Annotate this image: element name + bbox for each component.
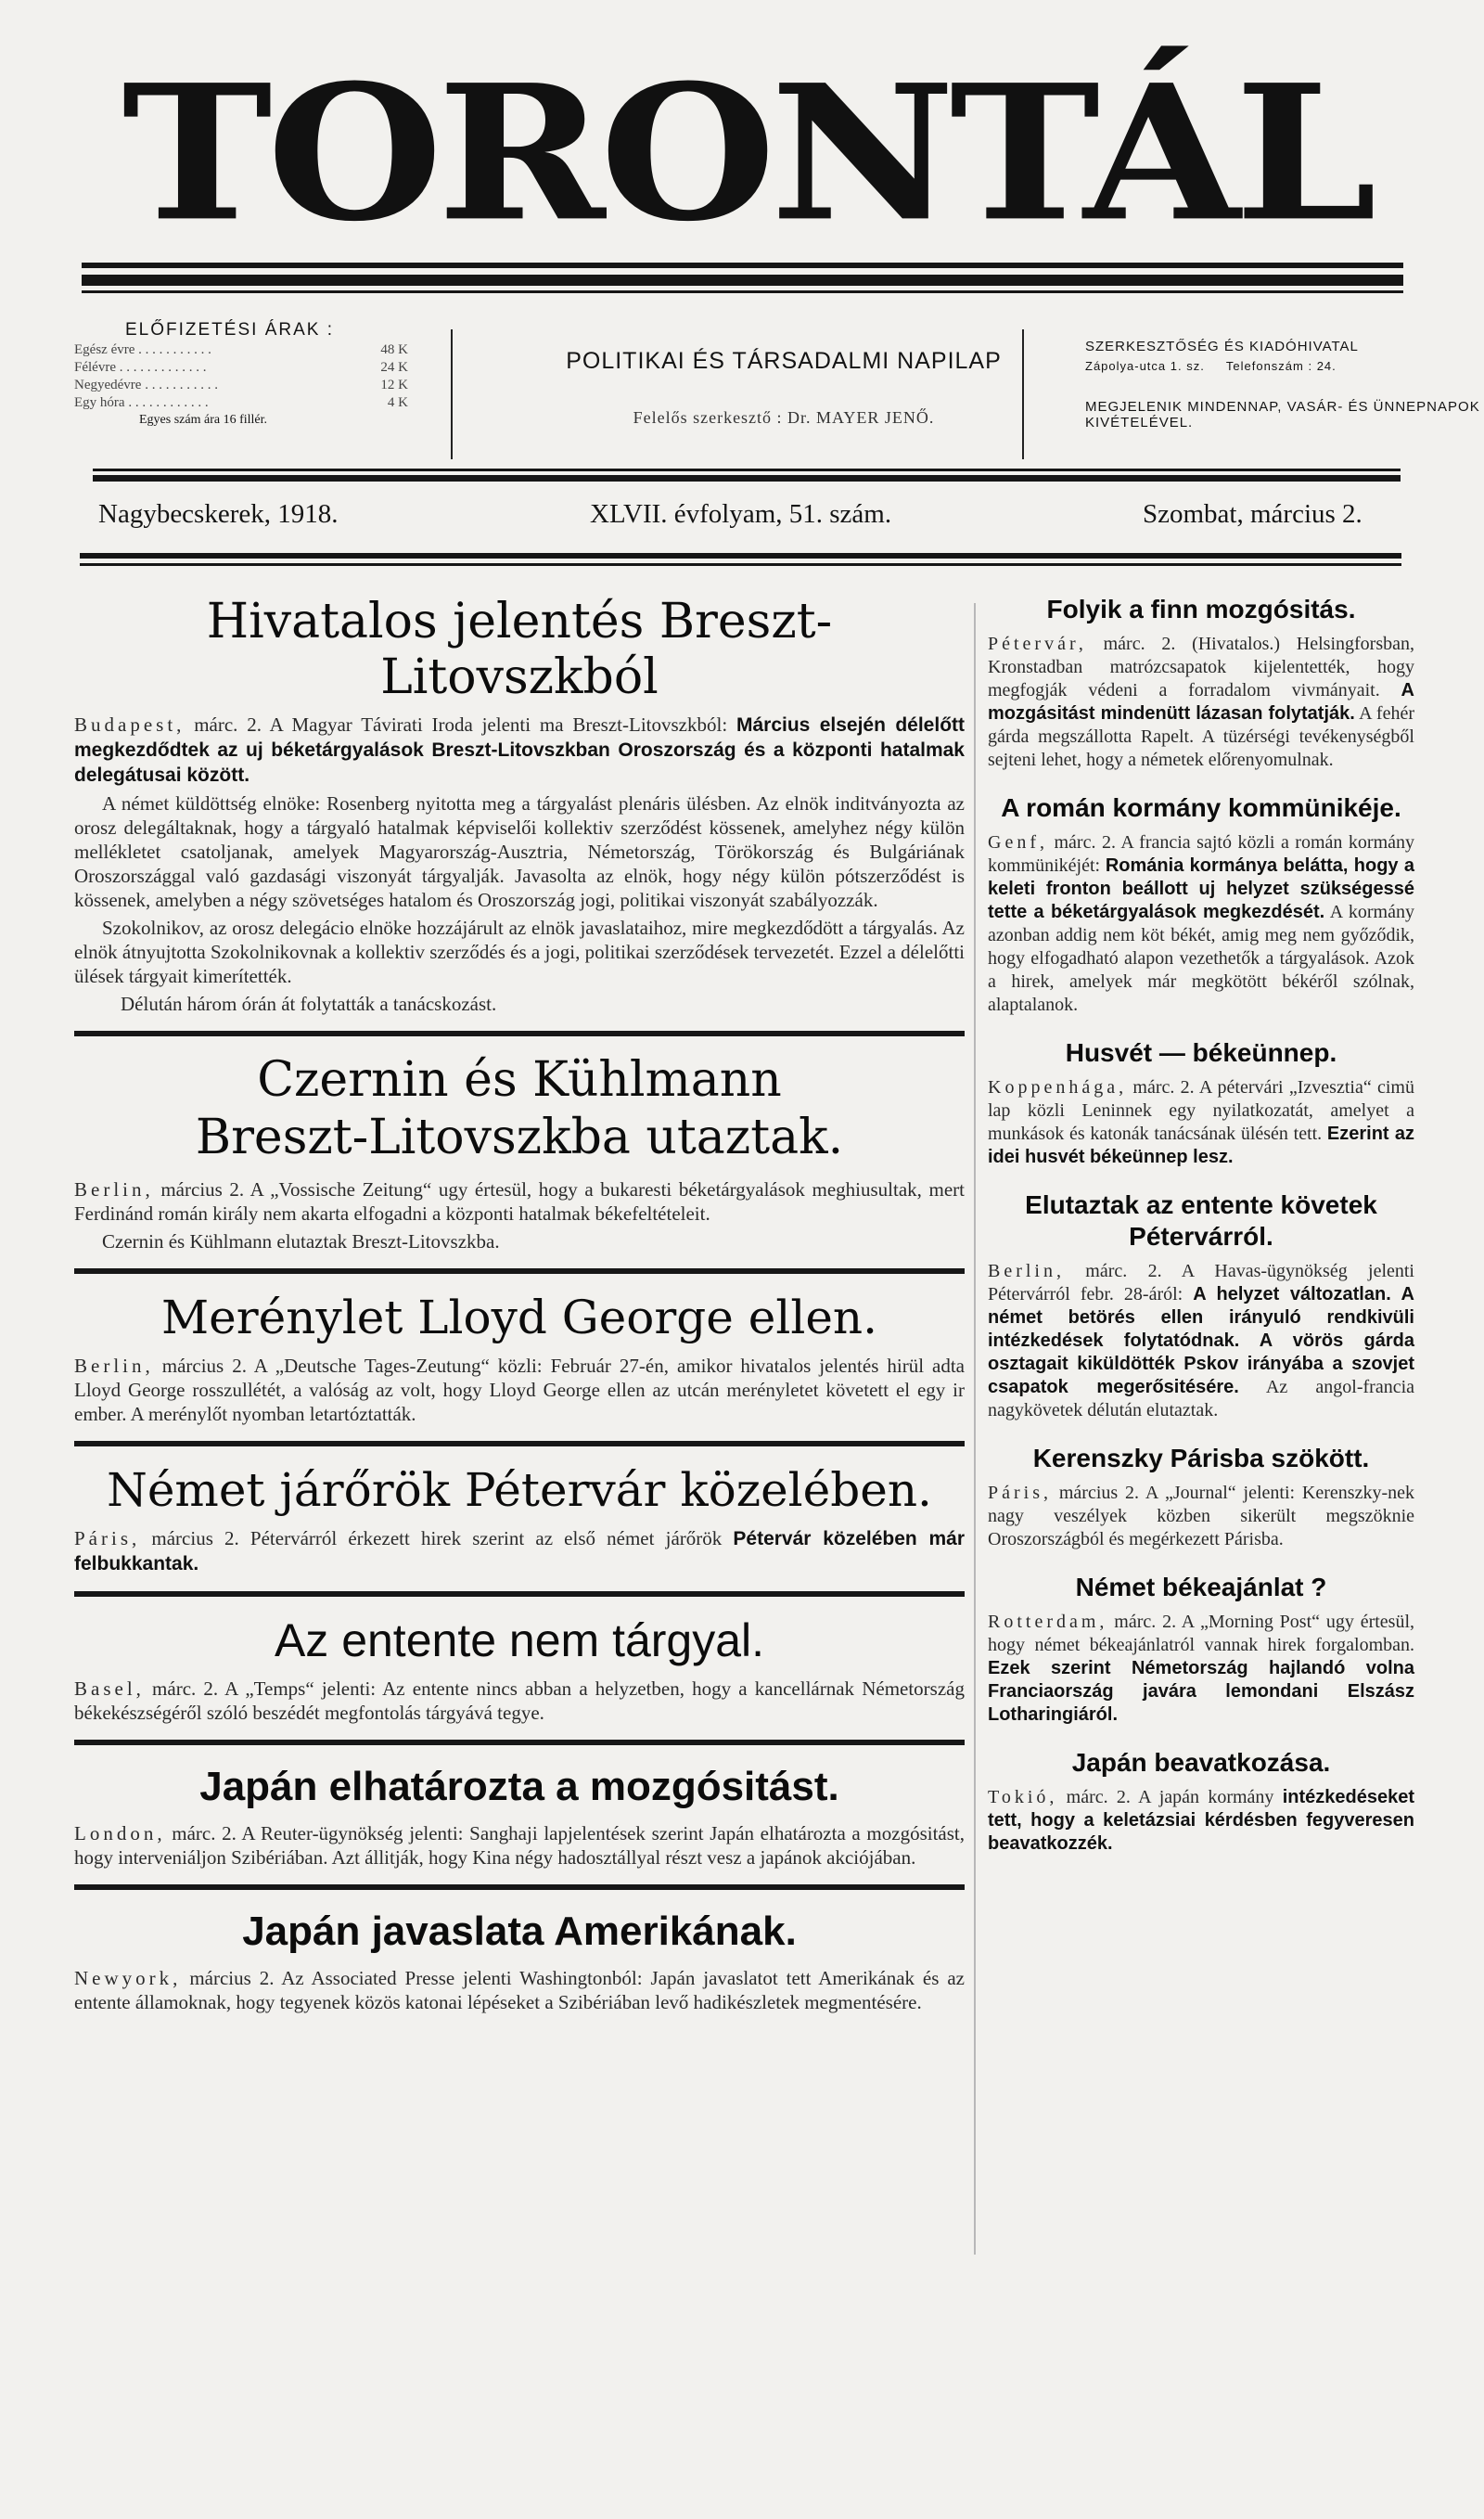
article-text: Páris, március 2. A „Journal“ jelenti: Kerenszky-nek nagy veszélyek közben sikerült megszöknie Oroszországból és megérkezett Párisba. [988,1483,1414,1549]
right-column [988,594,1414,1876]
article-text: Newyork, március 2. Az Associated Presse jelenti Washingtonból: Japán javaslatot tett Amerikának és az entente államoknak, hogy tegyenek közös katonai lépéseket a Szibériában levő hadikészletek megmentésére. [74,1967,965,2013]
price-row: Egy hóra . . . . . . . . . . . . 4 K [74,395,408,410]
article [988,594,1414,772]
article-text: Páris, március 2. Pétervárról érkezett hirek szerint az első német járőrök Pétervár közelében már felbukkantak. [74,1527,965,1574]
price-row: Félévre . . . . . . . . . . . . . 24 K [74,360,408,375]
article [988,1572,1414,1727]
masthead-rule-thin [82,290,1403,293]
article-headline: Kerenszky Párisba szökött. [1032,1444,1370,1472]
article-headline: Német békeajánlat ? [1075,1573,1327,1601]
subscription-label: ELŐFIZETÉSI ÁRAK : [125,320,334,340]
article-headline: Merénylet Lloyd George ellen. [160,1291,878,1344]
masthead-rule-thick [82,275,1403,286]
article [74,1760,965,1870]
article [74,594,965,1016]
article-text: A német küldöttség elnöke: Rosenberg nyitotta meg a tárgyalást plenáris ülésben. Az elnök inditványozta az orosz delegáltaknak, hogy a tárgyaló hatalmak képviselői kollektiv szerződést kössenek, amelyhez négy külön mellékletet csatoljanak, amelyek Magyarország-Ausztria, Németország, Törökország és Bulgáriának Oroszországgal való gazdasági viszonyát tárgyalják. Javasolta az elnök, hogy négy külön pótszerződést is kössenek, amelyben a négy szövetséges hatalom és Oroszország jogi, politikai viszonyát szabályozzák. [74,792,965,911]
article [988,1443,1414,1551]
article-text: Basel, márc. 2. A „Temps“ jelenti: Az entente nincs abban a helyzetben, hogy a kancellárnak Németország békekészségéről szóló beszédét megfontolás tárgyává tegye. [74,1677,965,1724]
article-separator [74,1268,965,1274]
article-text: Koppenhága, márc. 2. A pétervári „Izvesztia“ cimü lap közli Leninnek egy nyilatkozatát, amelyet a munkások és katonák tanácsának ülésén tett. Ezerint az idei husvét békeünnep lesz. [988,1077,1414,1167]
article-headline: Japán elhatározta a mozgósitást. [199,1764,839,1809]
article-text: Budapest, márc. 2. A Magyar Távirati Iroda jelenti ma Breszt-Litovszkból: Március elsején délelőtt megkezdődtek az uj béketárgyalások Breszt-Litovszkban Oroszország és a központi hatalmak delegátusai között. [74,713,966,786]
article-headline: Czernin és Kühlmann Breszt-Litovszkba utaztak. [195,1052,844,1165]
article [988,1747,1414,1856]
article [988,792,1414,1017]
article-text: Berlin, március 2. A „Vossische Zeitung“ ugy értesül, hogy a bukaresti béketárgyalások meghiusultak, mert Ferdinánd román király nem akarta elfogadni a központi hatalmak békefeltételeit. [74,1178,965,1225]
article-headline: Folyik a finn mozgósitás. [1046,595,1356,623]
subscription-prices [74,320,427,428]
info-divider [451,329,453,459]
article [988,1037,1414,1169]
article-separator [74,1591,965,1597]
article-separator [74,1441,965,1446]
article-text: Genf, márc. 2. A francia sajtó közli a román kormány kommünikéjét: Románia kormánya belátta, hogy a keleti fronton beállott uj helyzet szükségessé tette a béketárgyalások megkezdését. A kormány azonban addig nem köt békét, amig meg nem győződik, hogy elfogadható alapon vezethetők a tárgyalások. Azok a hirek, amelyek már megkötött békéről szólnak, alaptalanok. [988,832,1414,1015]
editor-line: Felelős szerkesztő : Dr. MAYER JENŐ. [633,408,935,427]
article-text: London, márc. 2. A Reuter-ügynökség jelenti: Sanghaji lapjelentések szerint Japán elhatározta a mozgósitást, hogy interveniáljon Szibériában. Azt állitják, hogy Kina négy hadosztállyal részt vesz a japánok akciójában. [74,1822,965,1869]
article-headline: A román kormány kommünikéje. [1001,793,1401,822]
article-headline: Japán javaslata Amerikának. [242,1909,797,1954]
dateline-place: Nagybecskerek, 1918. [98,499,339,529]
article [74,1461,965,1576]
dateline-rule [80,553,1401,559]
article-headline: Japán beavatkozása. [1071,1748,1331,1777]
publication-schedule: MEGJELENIK MINDENNAP, VASÁR- ÉS ÜNNEPNAPOK KIVÉTELÉVEL. [1085,399,1480,431]
article-text: Pétervár, márc. 2. (Hivatalos.) Helsingforsban, Kronstadban matrózcsapatok kijelentették, hogy megfogják védeni a forradalom vivmányait. A mozgásitást mindenütt lázasan folytatják. A fehér gárda megszállotta Rapelt. A tüzérségi tevékenységből sejteni lehet, hogy a németek előrenyomulnak. [988,634,1415,770]
info-row [74,320,1480,473]
price-row: Egész évre . . . . . . . . . . . 48 K [74,342,408,357]
article [74,1051,965,1253]
info-divider [1022,329,1024,459]
dateline-day: Szombat, március 2. [1143,499,1362,529]
article-separator [74,1884,965,1890]
info-rule-thick [93,475,1401,482]
article-text: Berlin, március 2. A „Deutsche Tages-Zeutung“ közli: Február 27-én, amikor hivatalos jelentés hirül adta Lloyd George rosszullétét, a valóság az volt, hogy Lloyd George ellen az utcán merényletet követett el egy ir ember. A merénylőt nyomban letartóztatták. [74,1355,965,1425]
article-headline: Német járőrök Pétervár közelében. [107,1463,932,1517]
left-column [74,594,965,2014]
price-row: Negyedévre . . . . . . . . . . . 12 K [74,378,408,392]
article-text: Rotterdam, márc. 2. A „Morning Post“ ugy értesül, hogy német békeajánlatról vannak hirek forgalomban. Ezek szerint Németország hajlandó volna Franciaország javára lemondani Elszász Lotharingiáról. [988,1612,1414,1725]
single-issue-price: Egyes szám ára 16 fillér. [139,413,268,427]
article-headline: Hivatalos jelentés Breszt-Litovszkból [206,594,833,705]
dateline-rule-thin [80,563,1401,566]
article-text: Délután három órán át folytatták a tanácskozást. [121,993,497,1015]
article-headline: Az entente nem tárgyal. [274,1614,765,1666]
article [74,1905,965,2014]
dateline-volume: XLVII. évfolyam, 51. szám. [590,499,892,529]
article-text: Szokolnikov, az orosz delegácio elnöke hozzájárult az elnök javaslataihoz, mire megkezdődött a tárgyalás. Az elnök átnyujtotta Szokolnikovnak a kollektiv szerződés és a jogi, politikai szerződések tervezetét. Ezzel a délelőtti ülések tárgyait kimerítették. [74,917,965,987]
article-text: Berlin, márc. 2. A Havas-ügynökség jelenti Pétervárról febr. 28-áról: A helyzet változatlan. A német betörés ellen irányuló rendkivüli intézkedések folytatódnak. A vörös gárda osztagait kiküldötték Pskov irányába a szovjet csapatok megerősitésére. Az angol-francia nagykövetek délután elutaztak. [988,1261,1415,1420]
article-text: Tokió, márc. 2. A japán kormány intézkedéseket tett, hogy a keletázsiai kérdésben fegyveresen beavatkozzék. [988,1787,1414,1854]
office-info [1085,339,1484,431]
info-rule [93,469,1401,471]
article-text: Czernin és Kühlmann elutaztak Breszt-Litovszkba. [102,1230,500,1253]
masthead [83,44,1410,274]
article [74,1612,965,1725]
column-divider [974,603,976,2255]
article [74,1289,965,1426]
article [988,1189,1414,1422]
masthead-title: TORONTÁL [122,44,1372,263]
paper-type: POLITIKAI ÉS TÁRSADALMI NAPILAP [566,348,1002,374]
article-separator [74,1740,965,1745]
article-separator [74,1031,965,1036]
masthead-rule [82,263,1403,268]
article-headline: Elutaztak az entente követek Pétervárról. [1025,1190,1377,1251]
office-title: SZERKESZTŐSÉG ÉS KIADÓHIVATAL [1085,339,1359,354]
office-contact: Zápolya-utca 1. sz. Telefonszám : 24. [1085,359,1337,373]
article-headline: Husvét — békeünnep. [1065,1038,1337,1067]
